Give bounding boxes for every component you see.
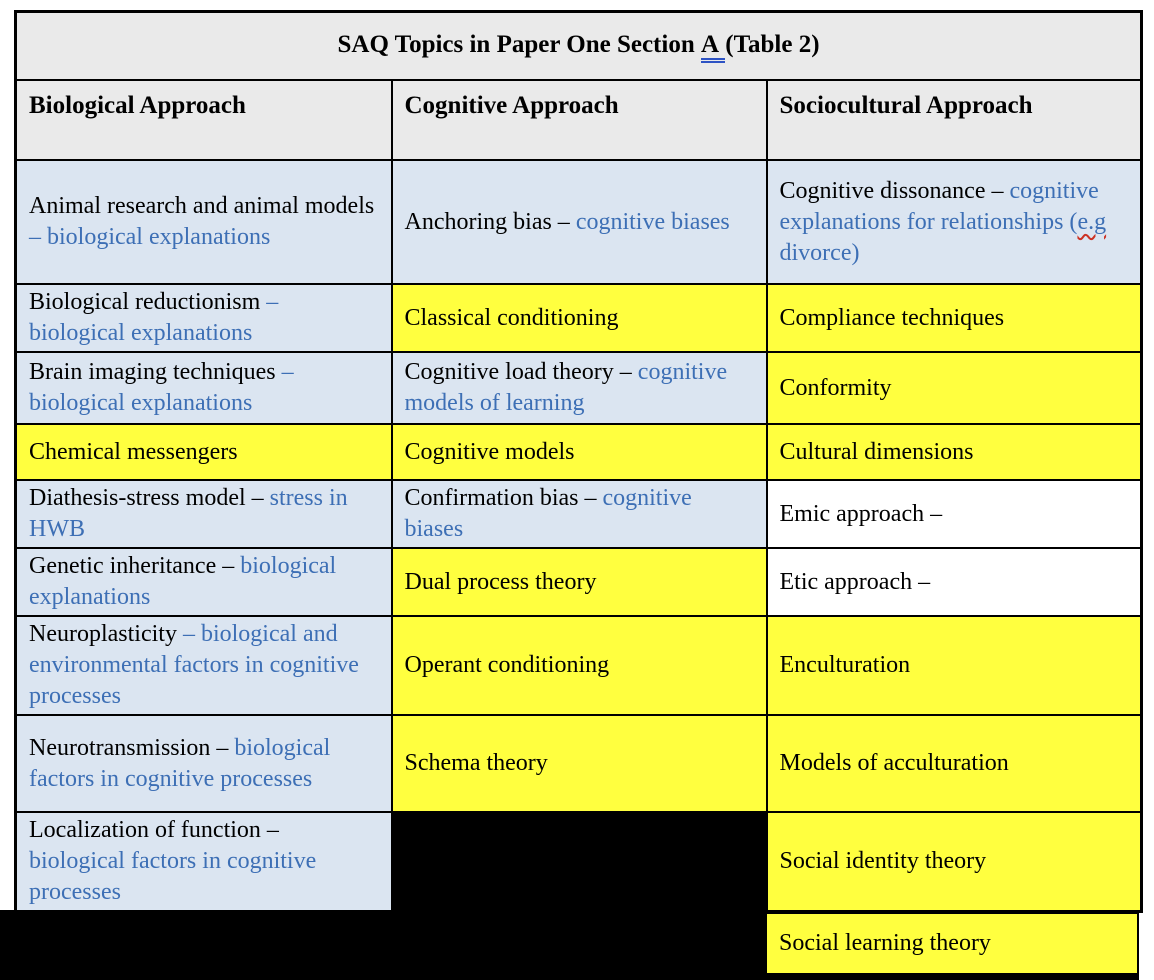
topic-text: Cognitive models: [404, 438, 575, 465]
topic-cell: [16, 352, 392, 424]
topic-cell: [16, 284, 392, 352]
topic-text: cognitive models of learning: [404, 359, 728, 416]
topic-text: Social identity theory: [779, 848, 987, 874]
topic-cell: [16, 715, 392, 812]
topic-text: Classical conditioning: [404, 304, 619, 331]
topic-cell: [16, 480, 392, 548]
topic-text: biological factors in cognitive processes: [29, 848, 317, 905]
column-header-cognitive: Cognitive Approach: [392, 80, 767, 160]
topic-cell: [392, 715, 767, 812]
topic-cell: [767, 812, 1142, 912]
topic-cell: [392, 616, 767, 715]
topic-text: biological explanations: [29, 553, 337, 610]
topic-cell-social-learning-theory: [767, 914, 1137, 973]
topic-cell: [16, 548, 392, 616]
topic-text: – biological explanations: [29, 224, 271, 250]
topic-cell: [16, 424, 392, 480]
black-void-bottom-region: [0, 910, 1139, 980]
table-row: [16, 424, 1142, 480]
table-title: [16, 12, 1142, 81]
topic-text: Anchoring bias –: [404, 208, 576, 235]
topic-text: Biological reductionism: [29, 289, 267, 315]
topic-text: Cognitive load theory –: [404, 359, 638, 385]
topic-text: Brain imaging techniques: [29, 359, 282, 385]
topic-text: stress in HWB: [29, 485, 348, 542]
column-header-sociocultural: Sociocultural Approach: [767, 80, 1142, 160]
table-row: [16, 352, 1142, 424]
topic-text: Diathesis-stress model –: [29, 485, 270, 511]
topic-cell: [392, 284, 767, 352]
topic-text: Neuroplasticity: [29, 621, 183, 647]
topic-cell: [16, 160, 392, 284]
column-header-biological: Biological Approach: [16, 80, 392, 160]
topic-text: Operant conditioning: [404, 652, 610, 678]
topic-cell: [16, 812, 392, 912]
topic-text: Dual process theory: [404, 568, 597, 595]
topic-text: Chemical messengers: [29, 438, 238, 465]
topic-text: Etic approach –: [779, 568, 931, 595]
topic-text: – biological and environmental factors in cognitive processes: [29, 621, 359, 709]
topic-cell: [392, 160, 767, 284]
saq-topics-table: [14, 10, 1143, 913]
topic-text: Animal research and animal models: [29, 193, 375, 219]
topic-cell: [392, 352, 767, 424]
topic-cell: [392, 480, 767, 548]
topic-cell: [767, 548, 1142, 616]
topic-text: Localization of function –: [29, 817, 279, 843]
topic-text: Enculturation: [779, 652, 911, 678]
table-row: [16, 715, 1142, 812]
topic-text: cognitive biases: [575, 208, 730, 235]
column-header-row: [16, 80, 1142, 160]
table-row: [16, 480, 1142, 548]
table-row: [16, 548, 1142, 616]
topic-cell: [767, 480, 1142, 548]
table-row: [16, 284, 1142, 352]
topic-text: Cognitive dissonance –: [779, 177, 1010, 204]
title-suffix: (Table 2): [725, 30, 820, 58]
title-prefix: SAQ Topics in Paper One Section: [337, 30, 701, 58]
topic-text: Neurotransmission –: [29, 734, 235, 761]
topic-text: Compliance techniques: [779, 304, 1005, 331]
topic-text: – biological explanations: [29, 289, 279, 346]
topic-cell: [16, 616, 392, 715]
topic-label: Social learning theory: [779, 930, 991, 956]
topic-cell: [767, 284, 1142, 352]
title-underlined-letter: A: [701, 32, 725, 63]
topic-cell: [767, 616, 1142, 715]
topic-text: Genetic inheritance –: [29, 553, 241, 579]
topic-cell: [767, 715, 1142, 812]
topic-text: cognitive explanations for relationships (: [779, 177, 1099, 235]
topic-cell: [767, 424, 1142, 480]
title-row: [16, 12, 1142, 81]
table-body: [16, 160, 1142, 912]
misspelled-text: e.g: [1077, 208, 1107, 235]
topic-text: cognitive biases: [404, 485, 692, 542]
topic-cell: [392, 548, 767, 616]
topic-text: Confirmation bias –: [404, 485, 603, 511]
table-row: [16, 160, 1142, 284]
topic-text: – biological explanations: [29, 359, 294, 416]
topic-cell: [767, 352, 1142, 424]
topic-cell: [767, 160, 1142, 284]
topic-text: Schema theory: [404, 750, 548, 776]
table-row: [16, 616, 1142, 715]
topic-text: Models of acculturation: [779, 750, 1009, 776]
topic-text: Emic approach –: [779, 500, 943, 527]
topic-text: biological factors in cognitive processes: [29, 734, 331, 792]
topic-cell: [392, 424, 767, 480]
topic-text: Conformity: [779, 374, 892, 401]
topic-text: divorce): [779, 239, 860, 266]
topic-text: Cultural dimensions: [779, 438, 974, 465]
